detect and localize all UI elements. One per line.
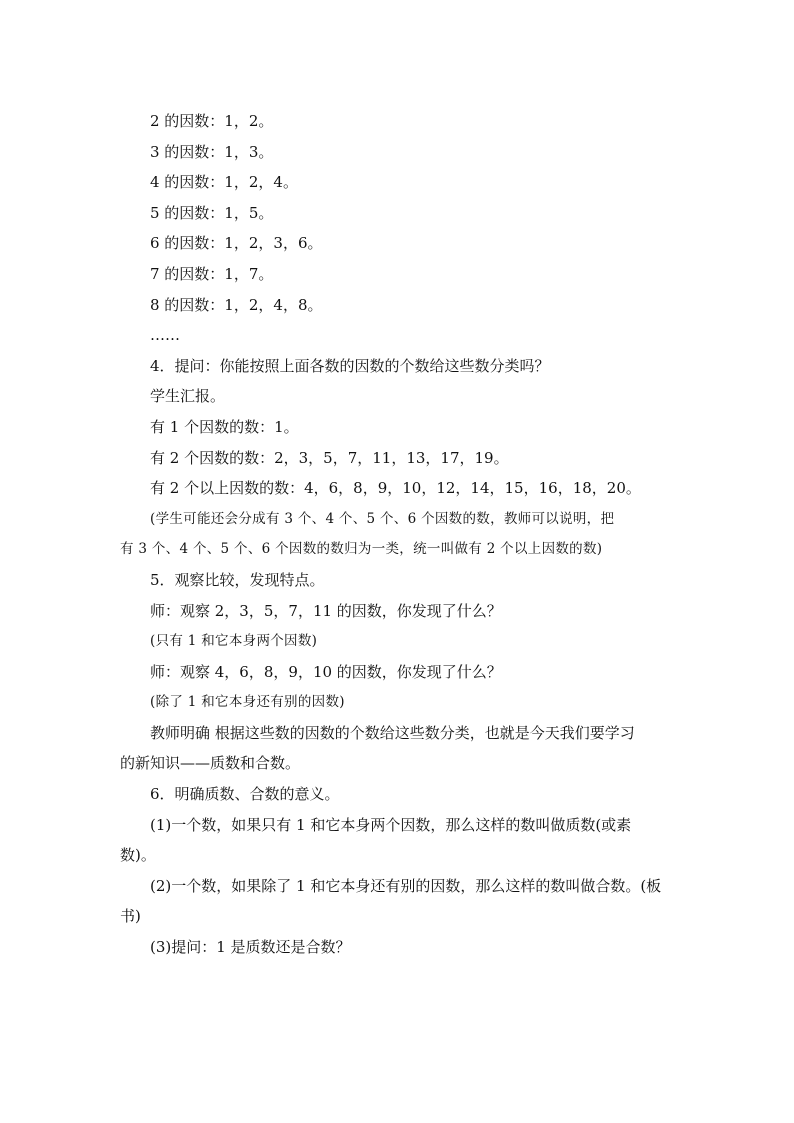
teacher-note-continued: 有 3 个、4 个、5 个、6 个因数的数归为一类，统一叫做有 2 个以上因数的数) xyxy=(120,541,603,558)
text-line: 6 的因数：1，2，3，6。 xyxy=(150,234,323,253)
text-line: 师：观察 4，6，8，9，10 的因数，你发现了什么？ xyxy=(150,662,502,681)
section-heading-6: 6．明确质数、合数的意义。 xyxy=(150,785,340,804)
text-line: 2 的因数：1，2。 xyxy=(150,112,274,130)
definition-prime: (1)一个数，如果只有 1 和它本身两个因数，那么这样的数叫做质数(或素 xyxy=(150,815,632,834)
text-line: 8 的因数：1，2，4，8。 xyxy=(150,295,323,314)
ellipsis-line: …… xyxy=(150,326,180,345)
text-line: 教师明确 根据这些数的因数的个数给这些数分类，也就是今天我们要学习 xyxy=(150,723,635,742)
answer-note: (除了 1 和它本身还有别的因数) xyxy=(150,694,345,711)
lesson-plan-text xyxy=(120,106,680,963)
teacher-note: (学生可能还会分成有 3 个、4 个、5 个、6 个因数的数，教师可以说明，把 xyxy=(150,510,615,527)
text-line: 5 的因数：1，5。 xyxy=(150,203,274,222)
definition-composite: (2)一个数，如果除了 1 和它本身还有别的因数，那么这样的数叫做合数。(板 xyxy=(150,876,662,895)
text-line: 3 的因数：1，3。 xyxy=(150,142,274,161)
answer-note: (只有 1 和它本身两个因数) xyxy=(150,633,318,650)
definition-prime-continued: 数)。 xyxy=(120,846,156,865)
text-line: 4 的因数：1，2，4。 xyxy=(150,173,298,192)
text-line: 师：观察 2，3，5，7，11 的因数，你发现了什么？ xyxy=(150,601,502,620)
text-line-continued: 的新知识——质数和合数。 xyxy=(120,754,301,773)
text-line: 有 1 个因数的数：1。 xyxy=(150,417,299,436)
section-heading-4: 4．提问：你能按照上面各数的因数的个数给这些数分类吗？ xyxy=(150,356,550,375)
text-line: 有 2 个因数的数：2，3，5，7，11，13，17，19。 xyxy=(150,448,509,467)
text-line: 7 的因数：1，7。 xyxy=(150,264,274,283)
question-line: (3)提问：1 是质数还是合数？ xyxy=(150,938,351,957)
text-line: 有 2 个以上因数的数：4，6，8，9，10，12，14，15，16，18，20。 xyxy=(150,479,641,498)
definition-composite-continued: 书) xyxy=(120,907,141,926)
section-heading-5: 5．观察比较，发现特点。 xyxy=(150,570,325,589)
text-line: 学生汇报。 xyxy=(150,387,226,406)
